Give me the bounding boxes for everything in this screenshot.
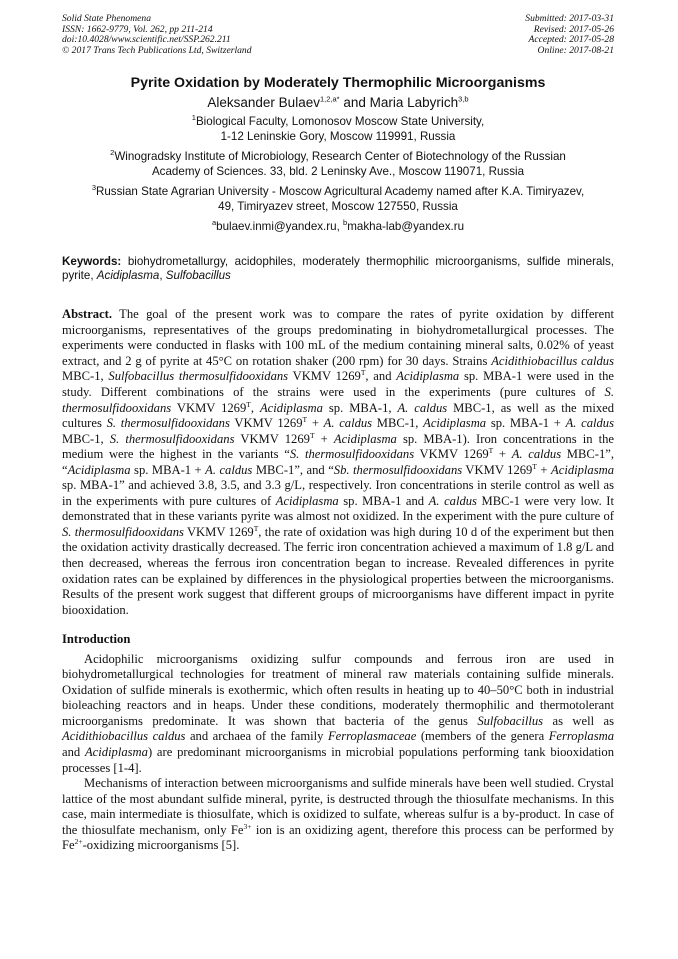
taxon: Ferroplasmaceae (327, 729, 417, 744)
type-strain-marker: T (302, 414, 308, 424)
text: + (307, 416, 324, 431)
email-marker: b (343, 218, 348, 228)
taxon: S. thermosulfidooxidans (289, 447, 415, 462)
text: VKMV 1269 (288, 369, 361, 384)
text: sp. MBA-1 + (130, 462, 206, 477)
affiliation-line: Winogradsky Institute of Microbiology, Research Center of Biotechnology of the Russian (114, 150, 566, 164)
affiliation-line: Biological Faculty, Lomonosov Moscow State University, (195, 115, 485, 129)
taxon: Acidiplasma (396, 369, 460, 384)
journal-name: Solid State Phenomena (62, 13, 151, 24)
text: VKMV 1269 (229, 416, 303, 431)
text: as well as (543, 713, 614, 728)
ion-charge: 3+ (243, 821, 252, 831)
text: sp. MBA-1). Iron concentrations in the medium were the highest in the variants “ (62, 431, 615, 462)
taxon: A. caldus (323, 416, 373, 431)
type-strain-marker: T (253, 523, 259, 533)
paper-page (62, 14, 614, 854)
email-marker: a (211, 218, 217, 228)
header-left (62, 14, 252, 56)
taxon: Acidiplasma (84, 745, 148, 759)
taxon: Acidiplasma (423, 416, 487, 431)
text: VKMV 1269 (171, 400, 247, 415)
text: , the rate of oxidation was high during 10 d of the experiment but then the oxidation activity drastically decreased. The ferric iron concentration achieved a maximum of 1.8 g/L and then decreased, whereas the ferrous iron concentration began to increase. Revealed differences in pyrite oxidation rates can be explained by differences in the physiological properties between the microorganisms. Results of the present work suggest that different groups of microorganisms have different impact in pyrite biooxidation. (62, 524, 614, 617)
doi-line[interactable]: doi:10.4028/www.scientific.net/SSP.262.211 (62, 34, 231, 46)
author-conjunction: and (339, 95, 370, 111)
taxon: Sb. thermosulfidooxidans (333, 462, 463, 477)
header-right (525, 14, 614, 56)
copyright-line: © 2017 Trans Tech Publications Ltd, Switzerland (62, 44, 252, 56)
affiliation-line: Academy of Sciences. 33, bld. 2 Leninsky Ave., Moscow 119071, Russia (151, 164, 525, 178)
text: sp. MBA-1 + (486, 416, 566, 431)
type-strain-marker: T (309, 430, 315, 440)
keywords (62, 255, 614, 283)
text: ) are predominant microorganisms in microbial populations performing tank biooxidation processes [1-4]. (62, 745, 615, 775)
author-line (62, 94, 614, 111)
taxon: A. caldus (565, 416, 615, 431)
journal-header (62, 14, 614, 56)
intro-paragraph-2 (62, 776, 614, 854)
text: -oxidizing microorganisms [5]. (82, 838, 240, 853)
taxon: S. thermosulfidooxidans (62, 385, 614, 415)
type-strain-marker: T (488, 446, 494, 456)
type-strain-marker: T (360, 368, 366, 378)
paper-title: Pyrite Oxidation by Moderately Thermophilic Microorganisms (130, 75, 546, 92)
text: MBC-1”, and “ (252, 462, 334, 477)
accepted-date: Accepted: 2017-05-28 (528, 34, 614, 46)
text: VKMV 1269 (234, 431, 310, 446)
author-1: Aleksander Bulaev (207, 95, 320, 111)
keyword-italic: Acidiplasma (96, 269, 160, 283)
text: The goal of the present work was to compare the rates of pyrite oxidation by different microorganisms, representatives of the groups predominating in biohydrometallurgical processes. The experiments were conducted in flasks with 100 mL of the medium containing mineral salts, 0.02% of yeast extract, and 2 g of pyrite at 45°C on rotation shaker (200 rpm) for 30 days. Strains (62, 307, 614, 368)
text: MBC-1, (372, 416, 424, 431)
affiliation-1 (62, 115, 614, 144)
taxon: Sulfobacillus (477, 713, 544, 728)
text: , (250, 400, 260, 415)
text: MBC-1”, “ (62, 447, 615, 477)
taxon: A. caldus (397, 400, 448, 415)
text: + (536, 462, 552, 477)
affiliation-marker: 1 (191, 113, 196, 123)
type-strain-marker: T (532, 461, 537, 471)
affiliation-2 (62, 150, 614, 179)
text: sp. MBA-1 were used in the study. Different combinations of the strains were used in the experiments (pure cultures of (62, 369, 615, 400)
taxon: A. caldus (511, 447, 562, 462)
online-date: Online: 2017-08-21 (537, 44, 614, 56)
text: , and (365, 369, 397, 384)
text: sp. MBA-1” and achieved 3.8, 3.5, and 3.3 g/L, respectively. Iron concentrations in sterile control as well as in the experiments with pure cultures of (62, 478, 614, 508)
text: (members of the genera (416, 729, 549, 744)
affiliation-line: 49, Timiryazev street, Moscow 127550, Russia (218, 199, 458, 213)
text: MBC-1, (62, 369, 109, 384)
keywords-separator: , (159, 269, 166, 283)
keywords-text: biohydrometallurgy, acidophiles, moderately thermophilic microorganisms, sulfide minerals, pyrite, (62, 254, 614, 283)
email-b[interactable]: makha-lab@yandex.ru (347, 220, 465, 234)
author-2: Maria Labyrich (369, 95, 459, 111)
taxon: S. thermosulfidooxidans (106, 416, 230, 431)
text: and (62, 745, 85, 759)
taxon: Acidithiobacillus caldus (491, 353, 614, 368)
revised-date: Revised: 2017-05-26 (533, 23, 614, 35)
text: sp. MBA-1, (322, 400, 398, 415)
taxon: A. caldus (428, 493, 477, 508)
text: Mechanisms of interaction between microorganisms and sulfide minerals have been well studied. Crystal lattice of the most abundant sulfide mineral, pyrite, is destructed through the thiosulfate mechanisms. In this case, main intermediate is thiosulfate, which is oxidized to sulfate, whereas sulfur is a by-product. In case of the thiosulfate mechanism, only Fe (62, 776, 614, 837)
text: and archaea of the family (185, 729, 328, 744)
email-a[interactable]: bulaev.inmi@yandex.ru, (216, 220, 344, 234)
text: + (493, 447, 512, 462)
affiliation-line: Russian State Agrarian University - Moscow Agricultural Academy named after K.A. Timiryazev, (95, 185, 585, 199)
type-strain-marker: T (246, 399, 251, 409)
affiliation-marker: 2 (110, 148, 115, 158)
taxon: S. thermosulfidooxidans (62, 524, 184, 539)
text: sp. MBA-1 and (338, 493, 429, 508)
taxon: Ferroplasma (548, 729, 614, 744)
taxon: A. caldus (205, 462, 253, 477)
text: MBC-1, (62, 431, 110, 446)
author-emails (62, 220, 614, 235)
intro-paragraph-1 (62, 652, 614, 776)
text: MBC-1, as well as the mixed cultures (62, 400, 615, 431)
taxon: Acidiplasma (333, 431, 397, 446)
submitted-date: Submitted: 2017-03-31 (525, 13, 614, 24)
issn-line: ISSN: 1662-9779, Vol. 262, pp 211-214 (62, 23, 213, 35)
author-2-affiliation-marker: 3,b (458, 94, 469, 104)
text: ion is an oxidizing agent, therefore this process can be performed by Fe (62, 822, 614, 853)
taxon: Acidithiobacillus caldus (62, 729, 186, 744)
taxon: Sulfobacillus thermosulfidooxidans (108, 369, 289, 384)
text: MBC-1 were very low. It demonstrated that in these variants pyrite was almost not oxidized. In the experiment with the pure culture of (62, 493, 614, 524)
affiliation-3 (62, 185, 614, 214)
abstract (62, 307, 614, 618)
ion-charge: 2+ (74, 837, 83, 847)
text: VKMV 1269 (462, 462, 533, 477)
taxon: Acidiplasma (551, 462, 614, 477)
section-heading-introduction: Introduction (62, 632, 131, 647)
taxon: Acidiplasma (275, 493, 339, 508)
affiliation-line: 1-12 Leninskie Gory, Moscow 119991, Russia (220, 129, 456, 143)
abstract-label: Abstract. (62, 307, 113, 322)
keyword-italic: Sulfobacillus (165, 269, 231, 283)
text: + (314, 431, 334, 446)
affiliation-marker: 3 (91, 183, 96, 193)
taxon: Acidiplasma (259, 400, 323, 415)
author-1-affiliation-marker: 1,2,a* (319, 94, 340, 104)
text: Acidophilic microorganisms oxidizing sulfur compounds and ferrous iron are used in biohydrometallurgical technologies for treatment of mineral raw materials containing sulfide minerals. Oxidation of sulfide minerals is exothermic, which often results in heating up to 40–50°C both in industrial bioleaching reactors and in heaps. Under these conditions, moderately thermophilic and thermotolerant microorganisms predominate. It was shown that bacteria of the genus (62, 651, 614, 728)
keywords-label: Keywords: (62, 254, 122, 268)
text: VKMV 1269 (183, 524, 254, 539)
text: VKMV 1269 (414, 447, 489, 462)
taxon: Acidiplasma (67, 462, 131, 477)
taxon: S. thermosulfidooxidans (109, 431, 235, 446)
